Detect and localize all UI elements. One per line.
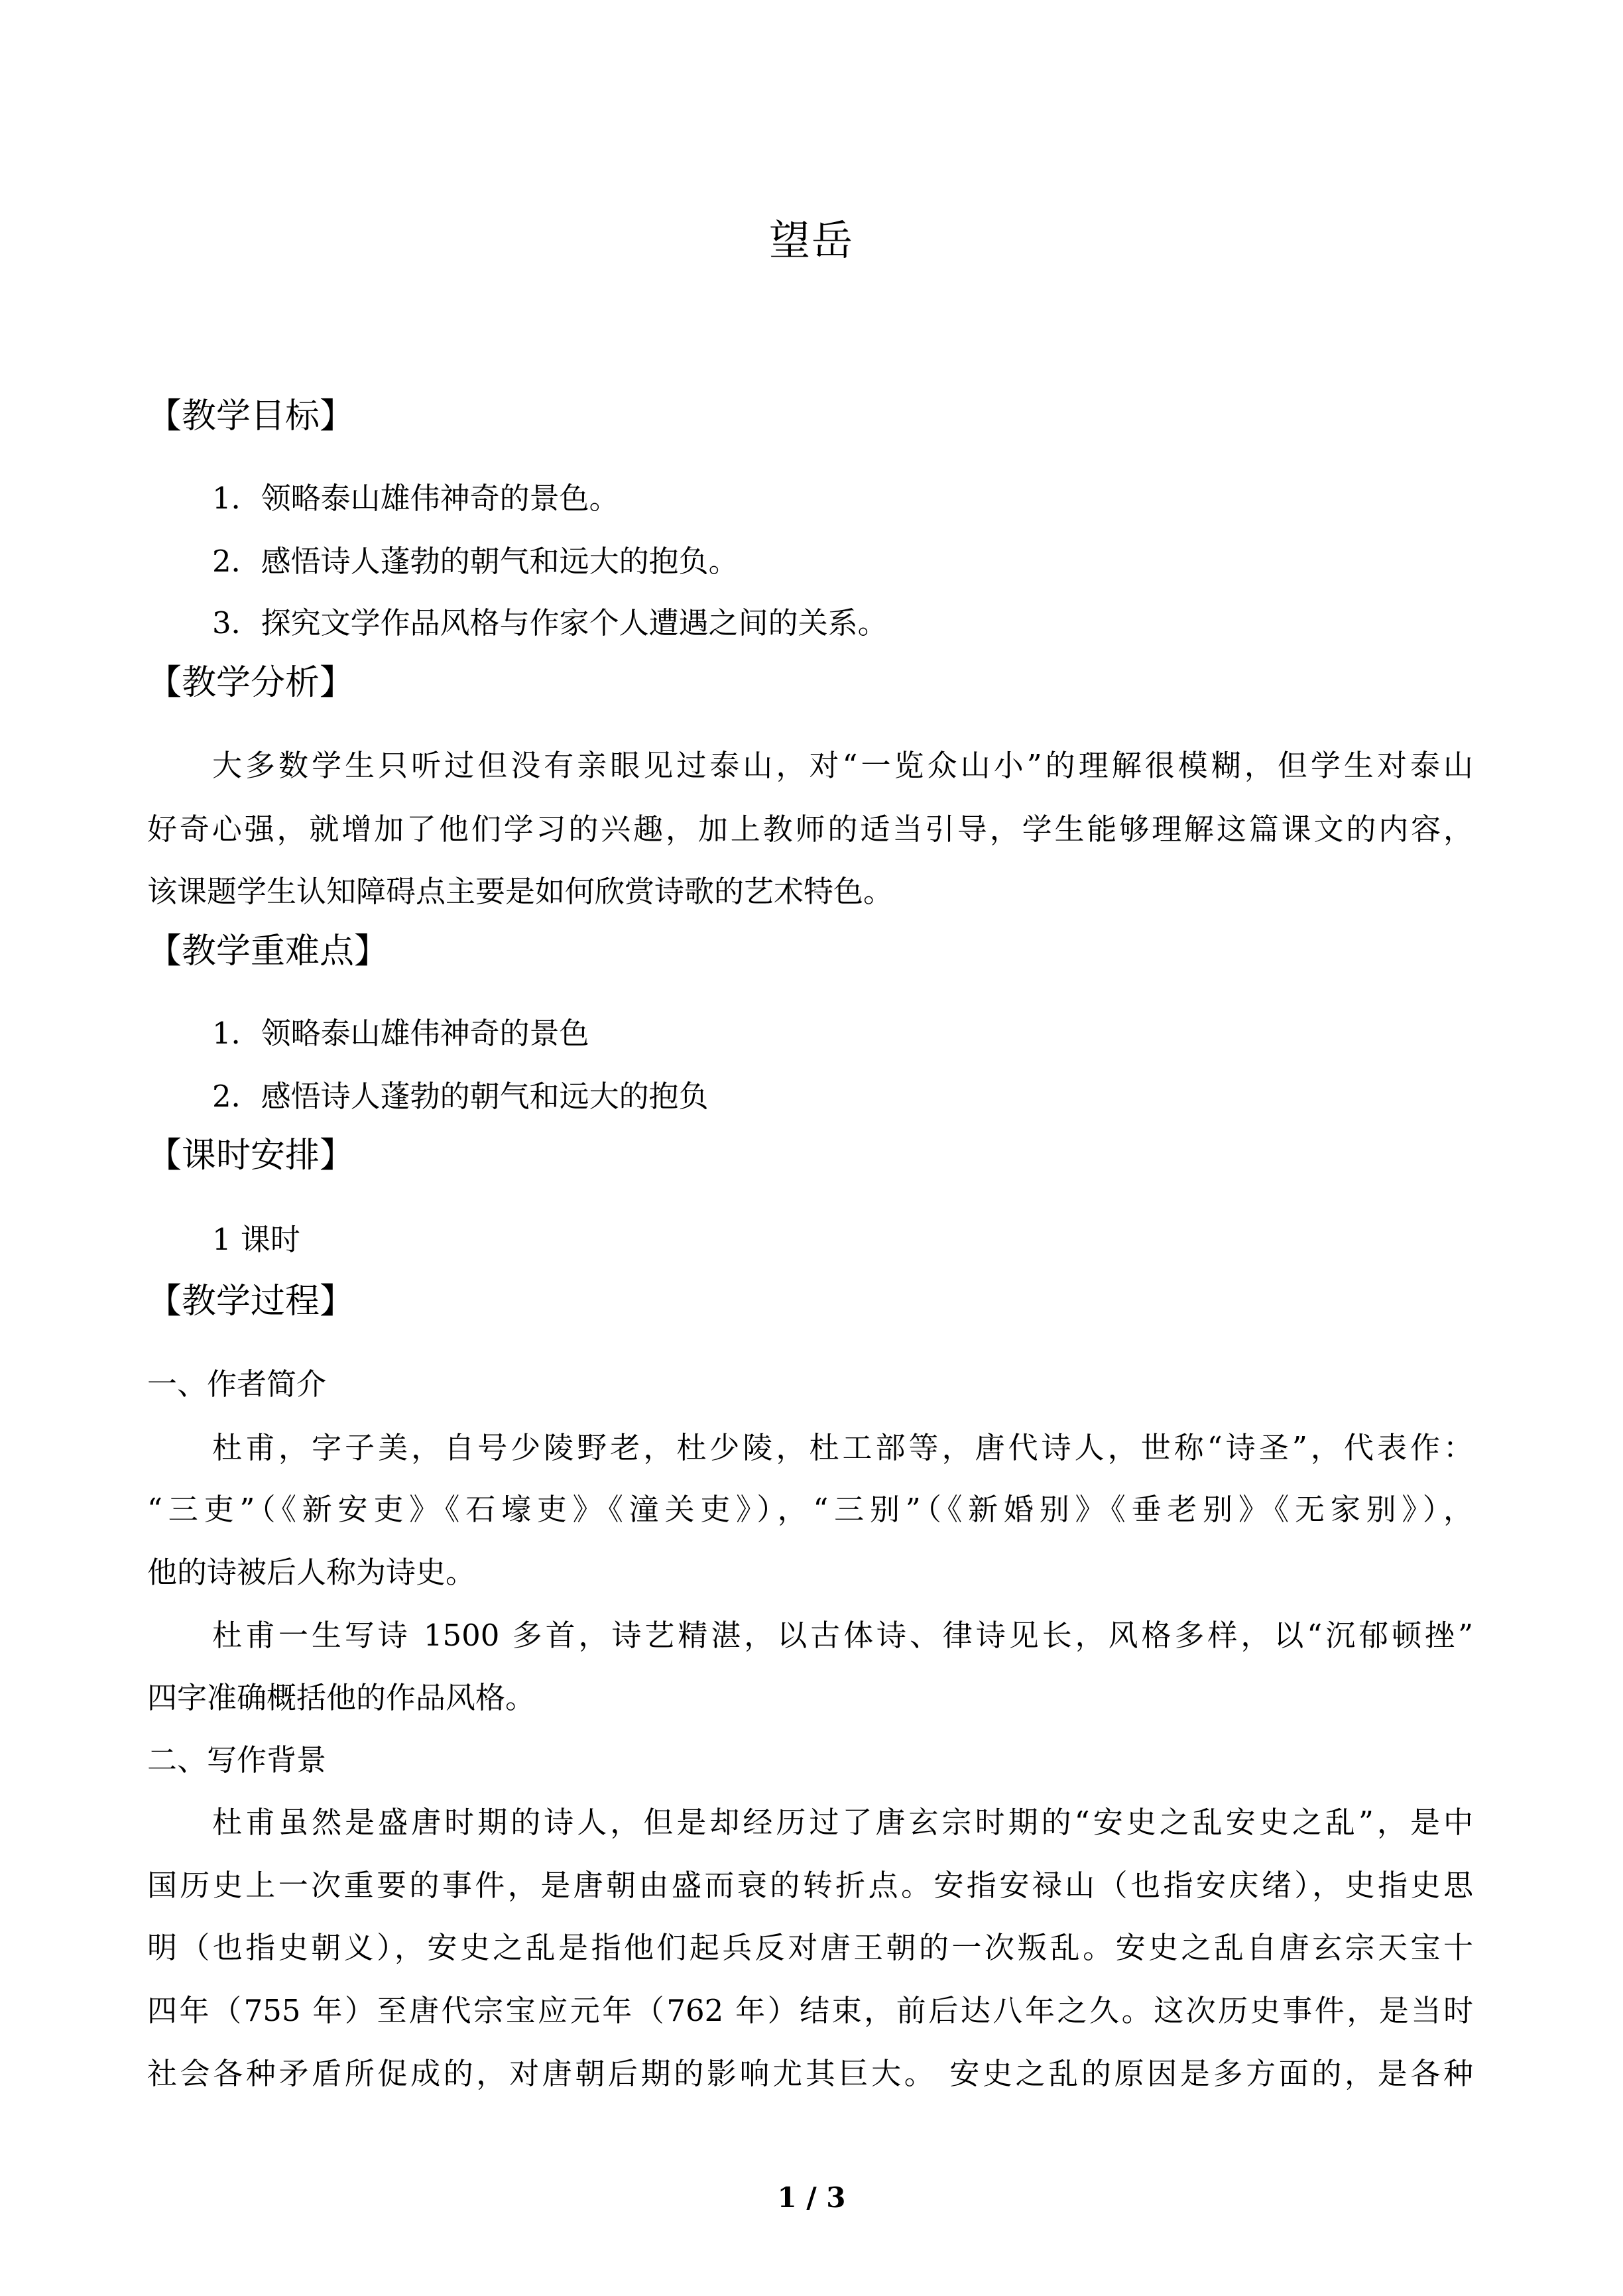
page-number: 1 / 3 <box>777 2181 846 2214</box>
part1-para1-line-2: “三吏”（《新安吏》《石壕吏》《潼关吏》），“三别”（《新婚别》《垂老别》《无家别》）， <box>147 1492 1473 1527</box>
objective-item-1: 1．领略泰山雄伟神奇的景色。 <box>212 481 619 516</box>
part2-para1-line-3: 明（也指史朝义），安史之乱是指他们起兵反对唐王朝的一次叛乱。安史之乱自唐玄宗天宝十 <box>147 1930 1473 1965</box>
process-part2-title: 二、写作背景 <box>147 1742 327 1778</box>
key-point-item-1: 1．领略泰山雄伟神奇的景色 <box>212 1016 589 1051</box>
part2-para1-line-4: 四年（755 年）至唐代宗宝应元年（762 年）结束，前后达八年之久。这次历史事件，是当时 <box>147 1993 1473 2028</box>
part1-para2-line-2: 四字准确概括他的作品风格。 <box>147 1680 536 1715</box>
part2-para1-line-1: 杜甫虽然是盛唐时期的诗人，但是却经历过了唐玄宗时期的“安史之乱安史之乱”，是中 <box>212 1805 1473 1840</box>
analysis-line-2: 好奇心强，就增加了他们学习的兴趣，加上教师的适当引导，学生能够理解这篇课文的内容， <box>147 812 1473 847</box>
part2-para1-line-2: 国历史上一次重要的事件，是唐朝由盛而衰的转折点。安指安禄山（也指安庆绪），史指史思 <box>147 1868 1473 1903</box>
process-part1-title: 一、作者简介 <box>147 1366 327 1402</box>
part1-para1-line-3: 他的诗被后人称为诗史。 <box>147 1555 476 1590</box>
heading-key-points: 【教学重难点】 <box>147 932 389 971</box>
heading-analysis: 【教学分析】 <box>147 663 355 703</box>
objective-item-3: 3．探究文学作品风格与作家个人遭遇之间的关系。 <box>212 605 888 640</box>
heading-objectives: 【教学目标】 <box>147 396 355 436</box>
part1-para1-line-1: 杜甫，字子美，自号少陵野老，杜少陵，杜工部等，唐代诗人，世称“诗圣”，代表作： <box>212 1430 1473 1465</box>
objective-item-2: 2．感悟诗人蓬勃的朝气和远大的抱负。 <box>212 544 739 579</box>
heading-schedule: 【课时安排】 <box>147 1136 355 1176</box>
document-title: 望岳 <box>768 216 854 265</box>
part2-para1-line-5: 社会各种矛盾所促成的，对唐朝后期的影响尤其巨大。 安史之乱的原因是多方面的，是各种 <box>147 2056 1473 2091</box>
schedule-text: 1 课时 <box>212 1222 300 1257</box>
analysis-line-3: 该课题学生认知障碍点主要是如何欣赏诗歌的艺术特色。 <box>147 874 894 909</box>
part1-para2-line-1: 杜甫一生写诗 1500 多首，诗艺精湛，以古体诗、律诗见长，风格多样，以“沉郁顿挫” <box>212 1618 1473 1653</box>
key-point-item-2: 2．感悟诗人蓬勃的朝气和远大的抱负 <box>212 1079 709 1114</box>
heading-process: 【教学过程】 <box>147 1282 355 1321</box>
analysis-line-1: 大多数学生只听过但没有亲眼见过泰山，对“一览众山小”的理解很模糊，但学生对泰山 <box>212 748 1473 783</box>
